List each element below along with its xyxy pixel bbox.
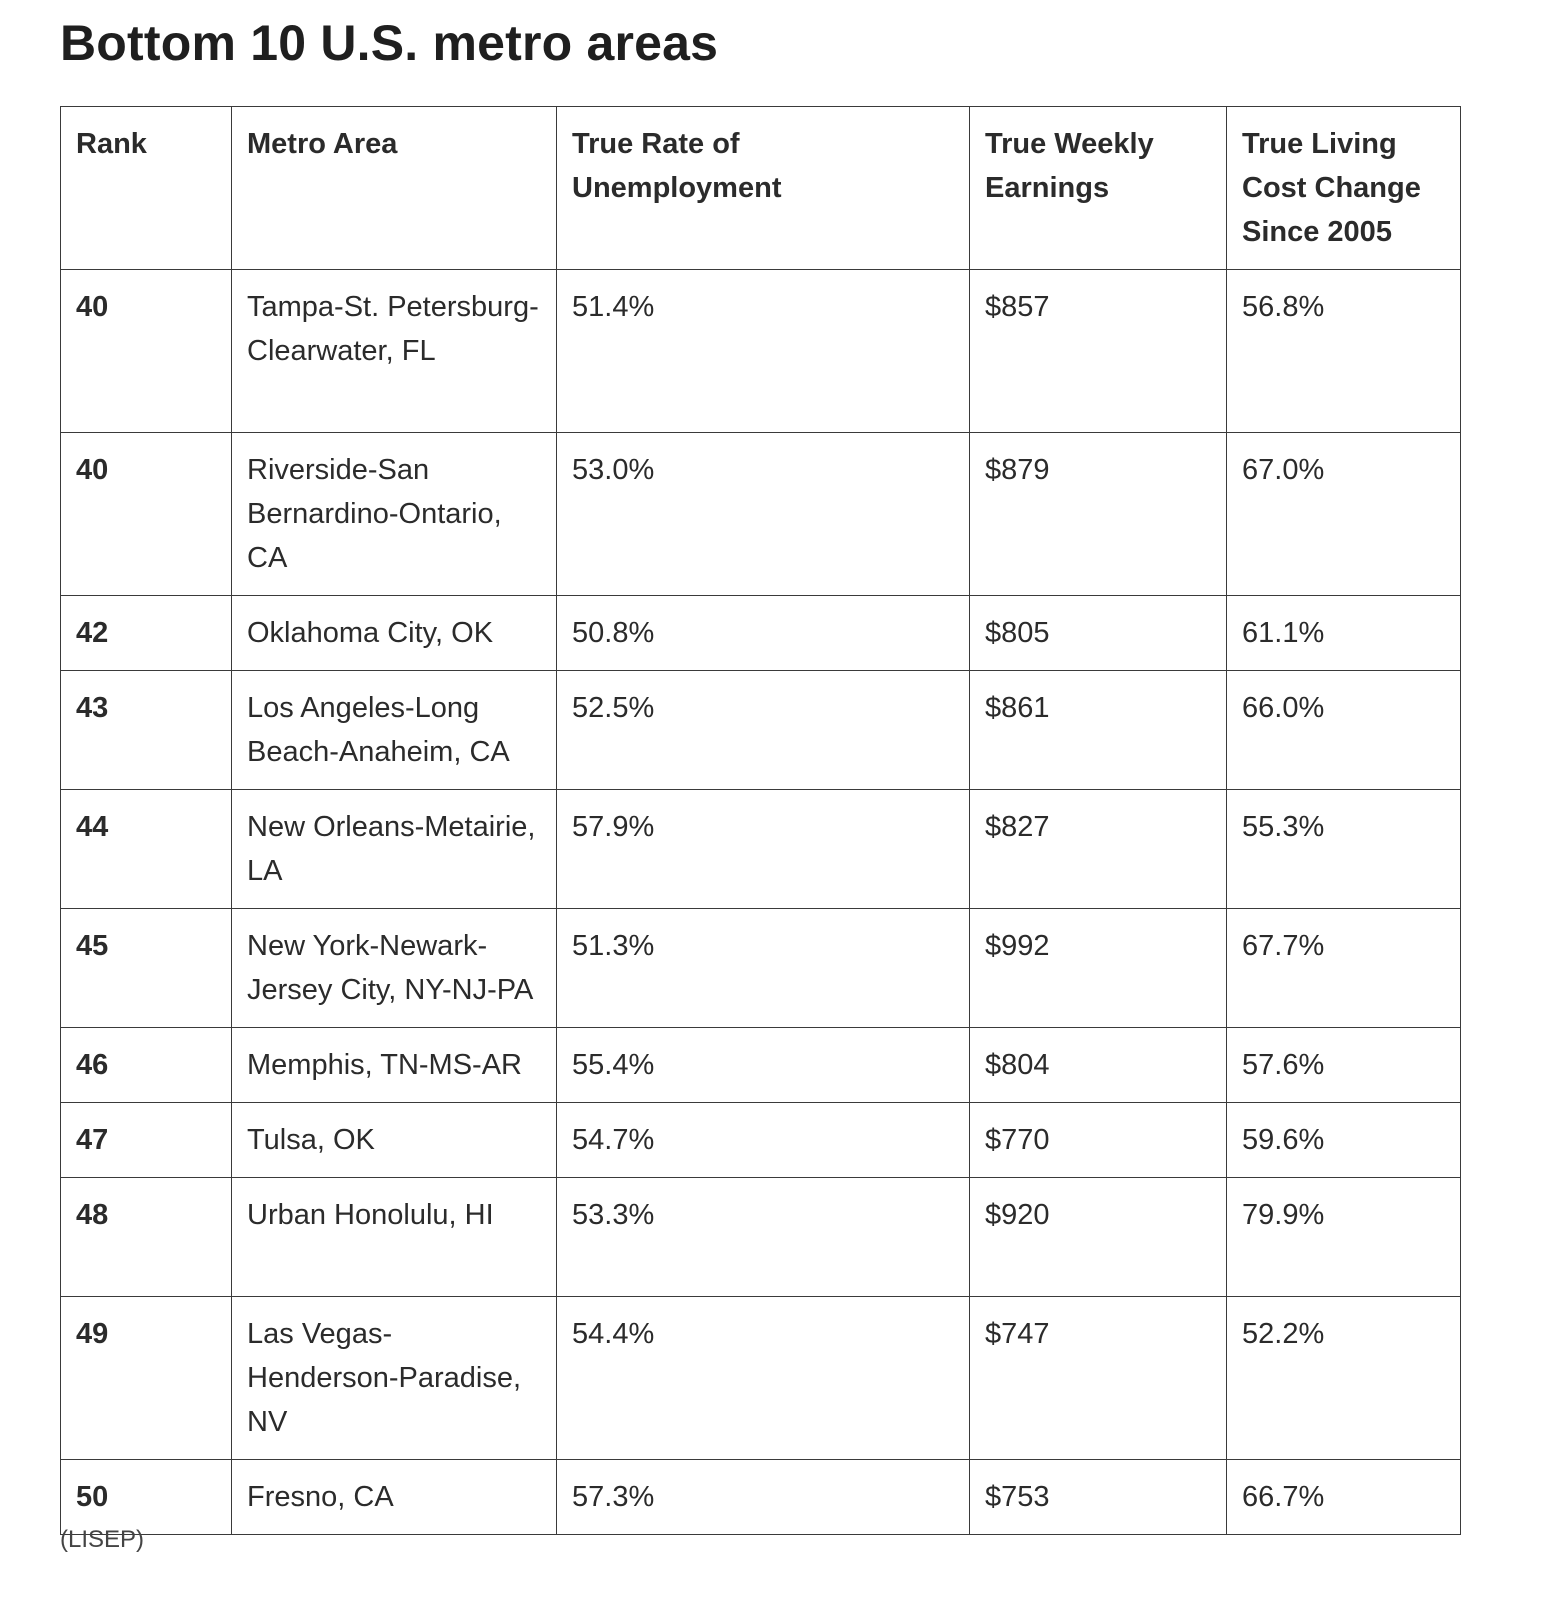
metro-area-cell: Oklahoma City, OK bbox=[232, 596, 557, 671]
unemployment-cell: 57.3% bbox=[557, 1460, 970, 1535]
column-header-rank: Rank bbox=[61, 107, 232, 270]
unemployment-cell: 51.3% bbox=[557, 909, 970, 1028]
source-note: (LISEP) bbox=[60, 1526, 145, 1553]
table-row bbox=[61, 909, 1461, 1028]
living-cost-cell: 66.0% bbox=[1227, 671, 1461, 790]
table-row bbox=[61, 1178, 1461, 1297]
table-row bbox=[61, 790, 1461, 909]
rank-cell: 50 bbox=[61, 1460, 232, 1535]
earnings-cell: $992 bbox=[970, 909, 1227, 1028]
table-row bbox=[61, 596, 1461, 671]
earnings-cell: $920 bbox=[970, 1178, 1227, 1297]
metro-area-cell: Las Vegas-Henderson-Paradise, NV bbox=[232, 1297, 557, 1460]
rank-cell: 45 bbox=[61, 909, 232, 1028]
metro-area-cell: Fresno, CA bbox=[232, 1460, 557, 1535]
table-row bbox=[61, 1297, 1461, 1460]
rank-cell: 43 bbox=[61, 671, 232, 790]
earnings-cell: $857 bbox=[970, 270, 1227, 433]
table-row bbox=[61, 671, 1461, 790]
unemployment-cell: 55.4% bbox=[557, 1028, 970, 1103]
metro-areas-table bbox=[60, 106, 1461, 1535]
table-row bbox=[61, 433, 1461, 596]
column-header-true-living-cost-change: True Living Cost Change Since 2005 bbox=[1227, 107, 1461, 270]
unemployment-cell: 51.4% bbox=[557, 270, 970, 433]
metro-area-cell: Tampa-St. Petersburg-Clearwater, FL bbox=[232, 270, 557, 433]
earnings-cell: $861 bbox=[970, 671, 1227, 790]
earnings-cell: $804 bbox=[970, 1028, 1227, 1103]
living-cost-cell: 61.1% bbox=[1227, 596, 1461, 671]
living-cost-cell: 67.0% bbox=[1227, 433, 1461, 596]
table-row bbox=[61, 1028, 1461, 1103]
earnings-cell: $753 bbox=[970, 1460, 1227, 1535]
earnings-cell: $770 bbox=[970, 1103, 1227, 1178]
table-row bbox=[61, 1460, 1461, 1535]
metro-area-cell: New Orleans-Metairie, LA bbox=[232, 790, 557, 909]
unemployment-cell: 53.3% bbox=[557, 1178, 970, 1297]
rank-cell: 46 bbox=[61, 1028, 232, 1103]
rank-cell: 44 bbox=[61, 790, 232, 909]
living-cost-cell: 56.8% bbox=[1227, 270, 1461, 433]
unemployment-cell: 54.7% bbox=[557, 1103, 970, 1178]
unemployment-cell: 52.5% bbox=[557, 671, 970, 790]
unemployment-cell: 57.9% bbox=[557, 790, 970, 909]
living-cost-cell: 79.9% bbox=[1227, 1178, 1461, 1297]
table-header-row bbox=[61, 107, 1461, 270]
table-row bbox=[61, 1103, 1461, 1178]
rank-cell: 47 bbox=[61, 1103, 232, 1178]
metro-area-cell: Riverside-San Bernardino-Ontario, CA bbox=[232, 433, 557, 596]
living-cost-cell: 57.6% bbox=[1227, 1028, 1461, 1103]
living-cost-cell: 67.7% bbox=[1227, 909, 1461, 1028]
metro-area-cell: New York-Newark-Jersey City, NY-NJ-PA bbox=[232, 909, 557, 1028]
metro-area-cell: Memphis, TN-MS-AR bbox=[232, 1028, 557, 1103]
column-header-metro-area: Metro Area bbox=[232, 107, 557, 270]
metro-area-cell: Los Angeles-Long Beach-Anaheim, CA bbox=[232, 671, 557, 790]
table-row bbox=[61, 270, 1461, 433]
unemployment-cell: 53.0% bbox=[557, 433, 970, 596]
rank-cell: 42 bbox=[61, 596, 232, 671]
rank-cell: 40 bbox=[61, 433, 232, 596]
metro-area-cell: Urban Honolulu, HI bbox=[232, 1178, 557, 1297]
earnings-cell: $827 bbox=[970, 790, 1227, 909]
page-title: Bottom 10 U.S. metro areas bbox=[60, 15, 719, 71]
unemployment-cell: 54.4% bbox=[557, 1297, 970, 1460]
rank-cell: 40 bbox=[61, 270, 232, 433]
rank-cell: 48 bbox=[61, 1178, 232, 1297]
living-cost-cell: 66.7% bbox=[1227, 1460, 1461, 1535]
living-cost-cell: 55.3% bbox=[1227, 790, 1461, 909]
living-cost-cell: 52.2% bbox=[1227, 1297, 1461, 1460]
column-header-true-weekly-earnings: True Weekly Earnings bbox=[970, 107, 1227, 270]
earnings-cell: $747 bbox=[970, 1297, 1227, 1460]
unemployment-cell: 50.8% bbox=[557, 596, 970, 671]
column-header-true-rate-of-unemployment: True Rate of Unemployment bbox=[557, 107, 970, 270]
rank-cell: 49 bbox=[61, 1297, 232, 1460]
earnings-cell: $805 bbox=[970, 596, 1227, 671]
living-cost-cell: 59.6% bbox=[1227, 1103, 1461, 1178]
metro-area-cell: Tulsa, OK bbox=[232, 1103, 557, 1178]
earnings-cell: $879 bbox=[970, 433, 1227, 596]
